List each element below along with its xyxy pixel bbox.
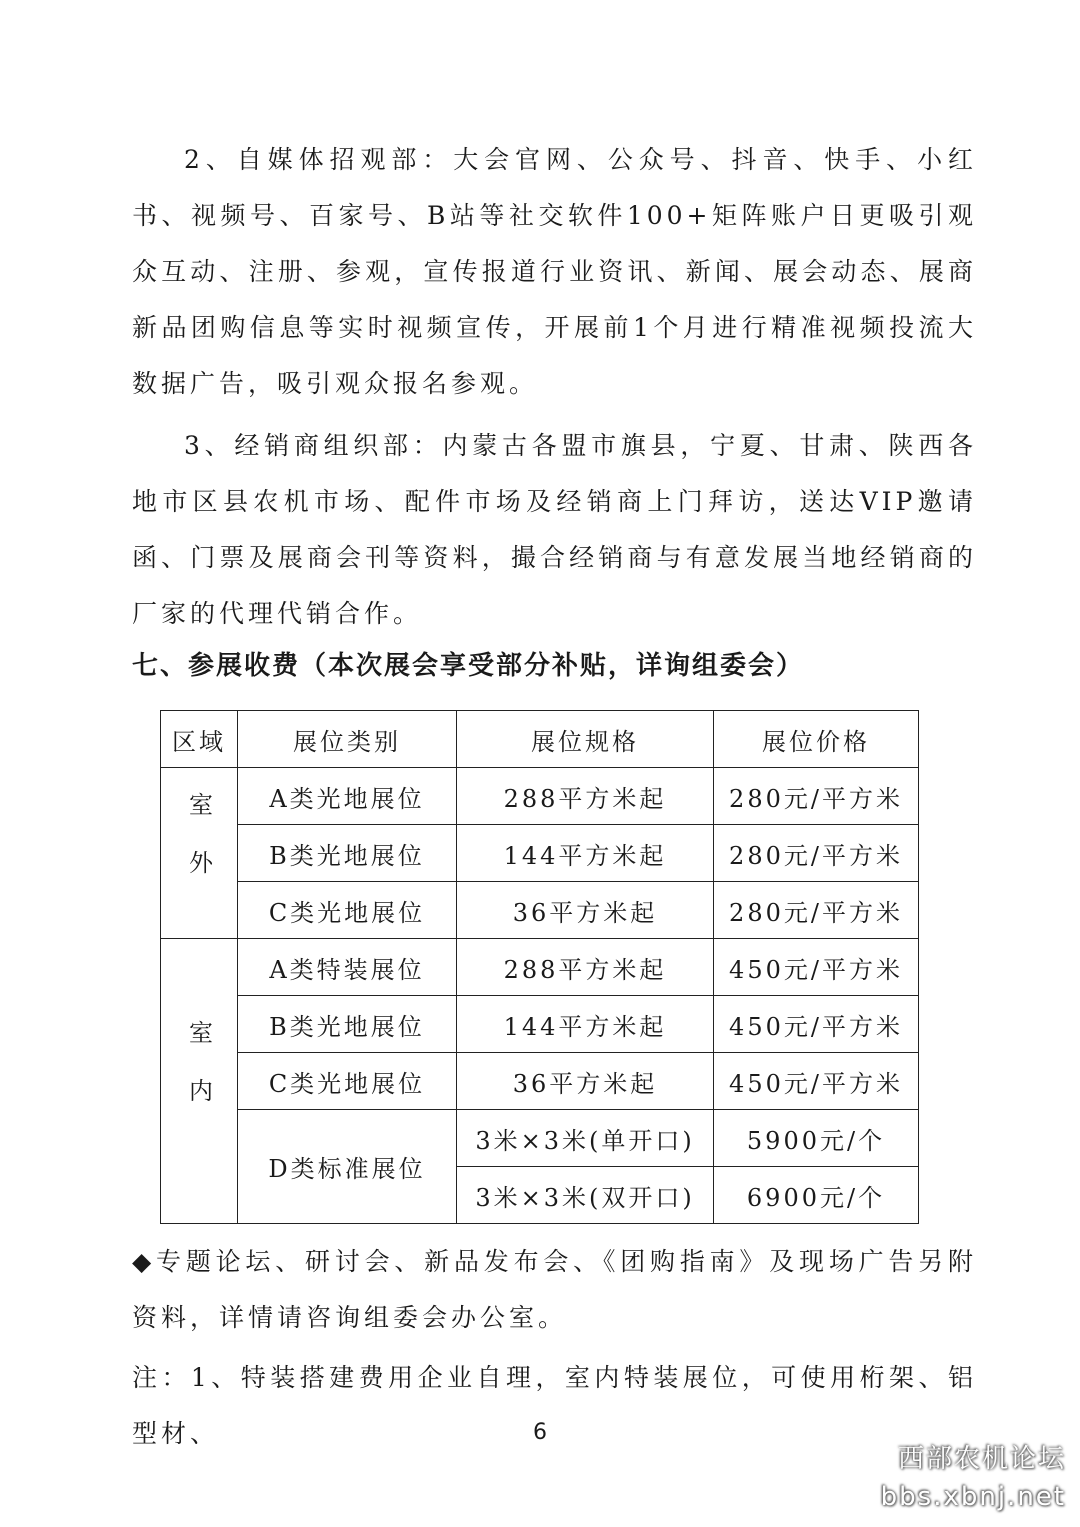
booth-price-cell: 280元/平方米 (714, 825, 919, 882)
booth-spec-cell: 144平方米起 (457, 825, 714, 882)
header-booth-price: 展位价格 (714, 711, 919, 768)
booth-type-cell: C类光地展位 (238, 882, 457, 939)
booth-price-cell: 450元/平方米 (714, 939, 919, 996)
section-heading-fees: 七、参展收费（本次展会享受部分补贴，详询组委会） (132, 651, 805, 681)
paragraph-dealer-organization: 3、经销商组织部：内蒙古各盟市旗县，宁夏、甘肃、陕西各地市区县农机市场、配件市场及经销商上门拜访，送达VIP邀请函、门票及展商会刊等资料，撮合经销商与有意发展当地经销商的厂家的代理代销合作。 (132, 431, 977, 628)
watermark-url: bbs.xbnj.net (880, 1482, 1066, 1512)
header-zone: 区域 (161, 711, 238, 768)
table-row (161, 825, 919, 882)
note-special-build: 注：1、特装搭建费用企业自理，室内特装展位，可使用桁架、铝型材、 (132, 1363, 977, 1448)
header-booth-type: 展位类别 (238, 711, 457, 768)
table-row (161, 768, 919, 825)
table-header-row (161, 711, 919, 768)
table-row (161, 882, 919, 939)
booth-price-cell: 280元/平方米 (714, 768, 919, 825)
booth-spec-cell: 144平方米起 (457, 996, 714, 1053)
watermark-title: 西部农机论坛 (897, 1444, 1066, 1474)
note-forum: ◆专题论坛、研讨会、新品发布会、《团购指南》及现场广告另附资料，详情请咨询组委会办公室。 (132, 1247, 977, 1332)
header-booth-spec: 展位规格 (457, 711, 714, 768)
booth-type-cell: B类光地展位 (238, 996, 457, 1053)
booth-spec-cell: 36平方米起 (457, 1053, 714, 1110)
booth-type-cell: D类标准展位 (238, 1110, 457, 1224)
zone-cell-indoor (161, 939, 238, 1224)
table-row (161, 1053, 919, 1110)
booth-type-cell: B类光地展位 (238, 825, 457, 882)
table-row (161, 1110, 919, 1167)
booth-spec-cell: 36平方米起 (457, 882, 714, 939)
forum-watermark (881, 1440, 1066, 1516)
page-number: 6 (533, 1420, 547, 1445)
table-row (161, 939, 919, 996)
booth-spec-cell: 3米×3米(双开口) (457, 1167, 714, 1224)
booth-price-cell: 5900元/个 (714, 1110, 919, 1167)
zone-cell-outdoor (161, 768, 238, 939)
booth-spec-cell: 288平方米起 (457, 939, 714, 996)
booth-price-cell: 450元/平方米 (714, 996, 919, 1053)
booth-spec-cell: 3米×3米(单开口) (457, 1110, 714, 1167)
paragraph-self-media: 2、自媒体招观部：大会官网、公众号、抖音、快手、小红书、视频号、百家号、B站等社交软件100+矩阵账户日更吸引观众互动、注册、参观，宣传报道行业资讯、新闻、展会动态、展商新品团购信息等实时视频宣传，开展前1个月进行精准视频投流大数据广告，吸引观众报名参观。 (132, 145, 977, 398)
table-row (161, 996, 919, 1053)
booth-type-cell: A类特装展位 (238, 939, 457, 996)
fee-table (160, 710, 919, 1224)
booth-price-cell: 280元/平方米 (714, 882, 919, 939)
booth-price-cell: 6900元/个 (714, 1167, 919, 1224)
booth-type-cell: C类光地展位 (238, 1053, 457, 1110)
booth-type-cell: A类光地展位 (238, 768, 457, 825)
zone-label: 室外 (184, 792, 213, 908)
zone-label: 室内 (184, 1020, 213, 1136)
booth-spec-cell: 288平方米起 (457, 768, 714, 825)
booth-price-cell: 450元/平方米 (714, 1053, 919, 1110)
